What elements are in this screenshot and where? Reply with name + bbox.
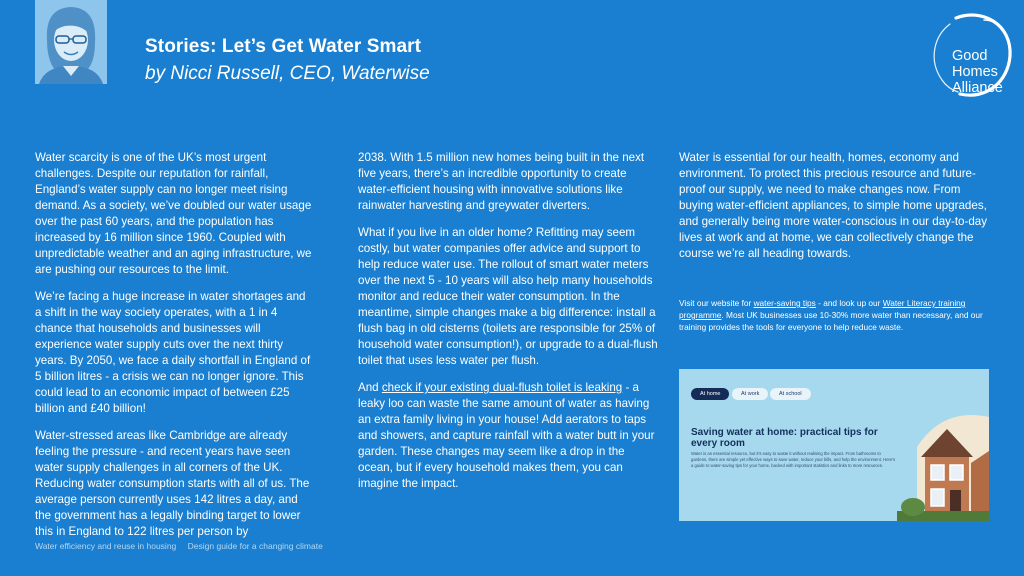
paragraph-rest: - a leaky loo can waste the same amount of water as having an extra family living in your house! Add aerators to taps and showers, and capture rainfall with a water butt in your garden. These changes may seem like a drop in the ocean, but if every household makes them, you can imagine the impact. — [358, 381, 655, 490]
card-title: Saving water at home: practical tips for every room — [691, 427, 878, 449]
visit-website-note — [679, 297, 984, 333]
article-column-2 — [358, 150, 660, 503]
article-column-1 — [35, 150, 312, 551]
logo-wordmark — [952, 48, 1022, 96]
dual-flush-leak-link[interactable]: check if your existing dual-flush toilet is leaking — [381, 381, 623, 394]
water-literacy-training-link[interactable]: Water Literacy training programme — [679, 298, 966, 320]
paragraph: 2038. With 1.5 million new homes being built in the next five years, there’s an incredible opportunity to create water-efficient housing with innovative solutions like rainwater harvesting and greywater diverters. — [358, 151, 645, 212]
article-column-3 — [679, 150, 989, 273]
visit-text: Visit our website for — [679, 298, 754, 308]
paragraph — [358, 380, 660, 492]
paragraph: Water scarcity is one of the UK’s most urgent challenges. Despite our reputation for rainfall, England’s water supply can no longer meet rising demand. As a society, we’ve doubled our water usage over the past 60 years, and the population has increased by 16 million since 1960. Coupled with unpredictable weather and an aging infrastructure, we are pushing our resources to the limit. — [35, 151, 312, 276]
logo-word-alliance: Alliance — [952, 80, 1003, 96]
logo-word-good: Good — [952, 48, 988, 64]
footer-guide-title: Design guide for a changing climate — [187, 541, 323, 551]
paragraph: What if you live in an older home? Refitting may seem costly, but water companies offer advice and support to help reduce water use. The rollout of smart water meters over the next 5 - 10 years will also help many households monitor and reduce their water consumption. In the meantime, simple changes make a big difference: install a flush bag in old cisterns (toilets are responsible for 25% of household water consumption!), or upgrade to a dual-flush toilet that uses less water per flush. — [358, 226, 658, 367]
page-title: Stories: Let’s Get Water Smart — [145, 36, 422, 57]
page-footer — [35, 541, 323, 551]
footer-section-title: Water efficiency and reuse in housing — [35, 541, 177, 551]
paragraph: We’re facing a huge increase in water shortages and a shift in the way society operates, with a 1 in 4 chance that households and businesses will experience water supply cuts over the next thirty years. By 2050, we face a daily shortfall in England of 5 billion litres - a crisis we can no longer ignore. This could lead to an economic impact of between £25 billion and £40 billion! — [35, 290, 311, 415]
author-portrait-image — [35, 0, 107, 84]
logo-word-homes: Homes — [952, 64, 998, 80]
card-text: Water is an essential resource, but it's easy to waste it without realising the impact. From bathrooms to gardens, there are simple yet effective ways to save water, reduce your bills, and help the environment. Here's a guide to water-saving tips for your home, backed with important statistics and links to more resources. — [691, 451, 896, 468]
tab-at-work[interactable]: At work — [732, 388, 768, 400]
author-photo — [35, 0, 107, 84]
water-saving-tips-link[interactable]: water-saving tips — [753, 298, 816, 308]
paragraph-lead: And — [358, 381, 382, 394]
tab-at-home[interactable]: At home — [691, 388, 729, 400]
website-preview-card[interactable] — [679, 369, 989, 521]
house-illustration — [897, 407, 989, 521]
visit-text: - and look up our — [815, 298, 883, 308]
paragraph: Water is essential for our health, homes, economy and environment. To protect this precious resource and future-proof our supply, we need to make changes now. From buying water-efficient appliances, to simple home upgrades, and generally being more water-conscious in our day-to-day lives at work and at home, we can collectively change the course we’re all heading towards. — [679, 151, 988, 260]
author-byline: by Nicci Russell, CEO, Waterwise — [145, 63, 430, 84]
visit-text: . Most UK businesses use 10-30% more water than necessary, and our training provides the tools for everyone to help reduce waste. — [679, 310, 983, 332]
tab-at-school[interactable]: At school — [770, 388, 811, 400]
paragraph: Water-stressed areas like Cambridge are already feeling the pressure - and recent years have seen water supply challenges in all corners of the UK. Reducing water consumption starts with all of us. The average person currently uses 142 litres a day, and the government has a legally binding target to lower this in England to 122 litres per person by — [35, 429, 310, 538]
